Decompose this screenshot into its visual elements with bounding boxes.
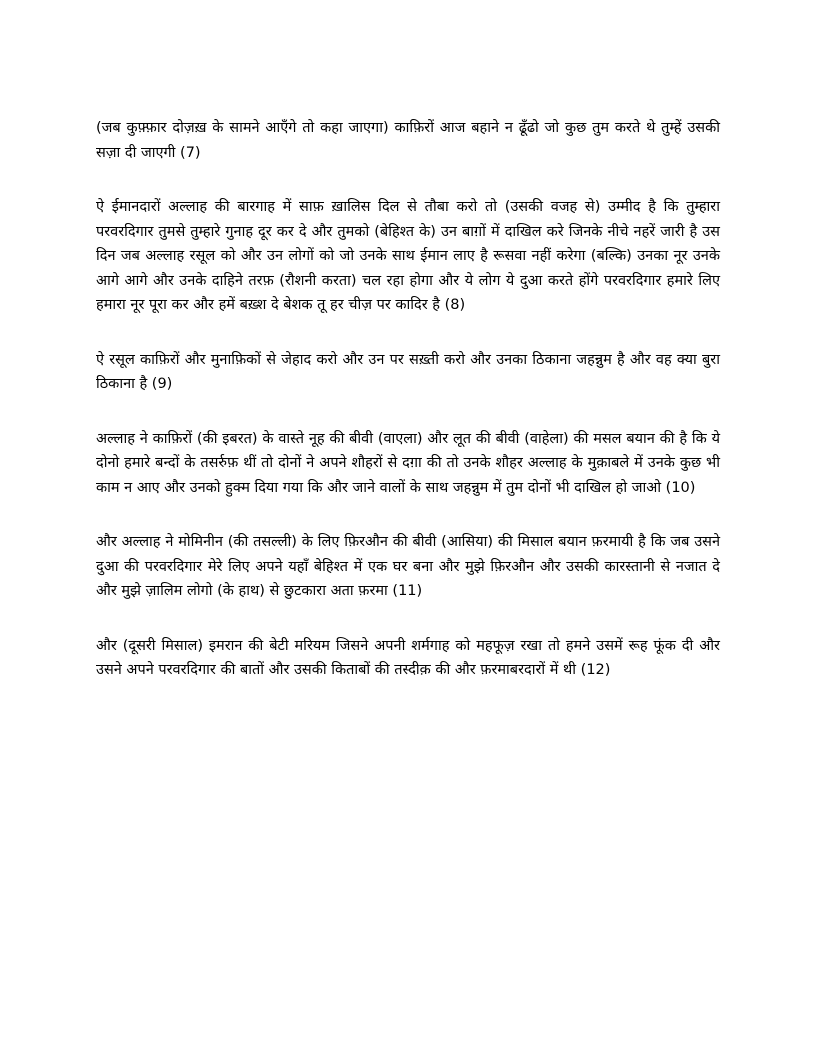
document-page (96, 116, 720, 713)
paragraph-verse-10: अल्लाह ने काफ़िरों (की इबरत) के वास्ते नूह की बीवी (वाएला) और लूत की बीवी (वाहेला) की मसल बयान की है कि ये दोनो हमारे बन्दों के तसर्रुफ़ थीं तो दोनों ने अपने शौहरों से दग़ा की तो उनके शौहर अल्लाह के मुक़ाबले में उनके कुछ भी काम न आए और उनको हुक्म दिया गया कि और जाने वालों के साथ जहन्नुम में तुम दोनों भी दाखिल हो जाओ (10) (96, 430, 720, 496)
paragraph-verse-9: ऐ रसूल काफ़िरों और मुनाफ़िकों से जेहाद करो और उन पर सख़्ती करो और उनका ठिकाना जहन्नुम है और वह क्या बुरा ठिकाना है (9) (96, 351, 720, 392)
paragraph-verse-8: ऐ ईमानदारों अल्लाह की बारगाह में साफ़ ख़ालिस दिल से तौबा करो तो (उसकी वजह से) उम्मीद है कि तुम्हारा परवरदिगार तुमसे तुम्हारे गुनाह दूर कर दे और तुमको (बेहिश्त के) उन बाग़ों में दाखिल करे जिनके नीचे नहरें जारी है उस दिन जब अल्लाह रसूल को और उन लोगों को जो उनके साथ ईमान लाए है रूसवा नहीं करेगा (बल्कि) उनका नूर उनके आगे आगे और उनके दाहिने तरफ़ (रौशनी करता) चल रहा होगा और ये लोग ये दुआ करते होंगे परवरदिगार हमारे लिए हमारा नूर पूरा कर और हमें बख़्श दे बेशक तू हर चीज़ पर कादिर है (8) (96, 199, 720, 313)
paragraph-verse-11: और अल्लाह ने मोमिनीन (की तसल्ली) के लिए फ़िरऔन की बीवी (आसिया) की मिसाल बयान फ़रमायी है कि जब उसने दुआ की परवरदिगार मेरे लिए अपने यहाँ बेहिश्त में एक घर बना और मुझे फ़िरऔन और उसकी कारस्तानी से नजात दे और मुझे ज़ालिम लोगो (के हाथ) से छुटकारा अता फ़रमा (11) (96, 534, 720, 599)
paragraph-verse-12: और (दूसरी मिसाल) इमरान की बेटी मरियम जिसने अपनी शर्मगाह को महफूज़ रखा तो हमने उसमें रूह फूंक दी और उसने अपने परवरदिगार की बातों और उसकी किताबों की तस्दीक़ की और फ़रमाबरदारों में थी (12) (96, 637, 720, 678)
paragraph-verse-7: (जब कुफ़्फ़ार दोज़ख़ के सामने आएँगे तो कहा जाएगा) काफ़िरों आज बहाने न ढूँढो जो कुछ तुम करते थे तुम्हें उसकी सज़ा दी जाएगी (7) (96, 120, 720, 161)
